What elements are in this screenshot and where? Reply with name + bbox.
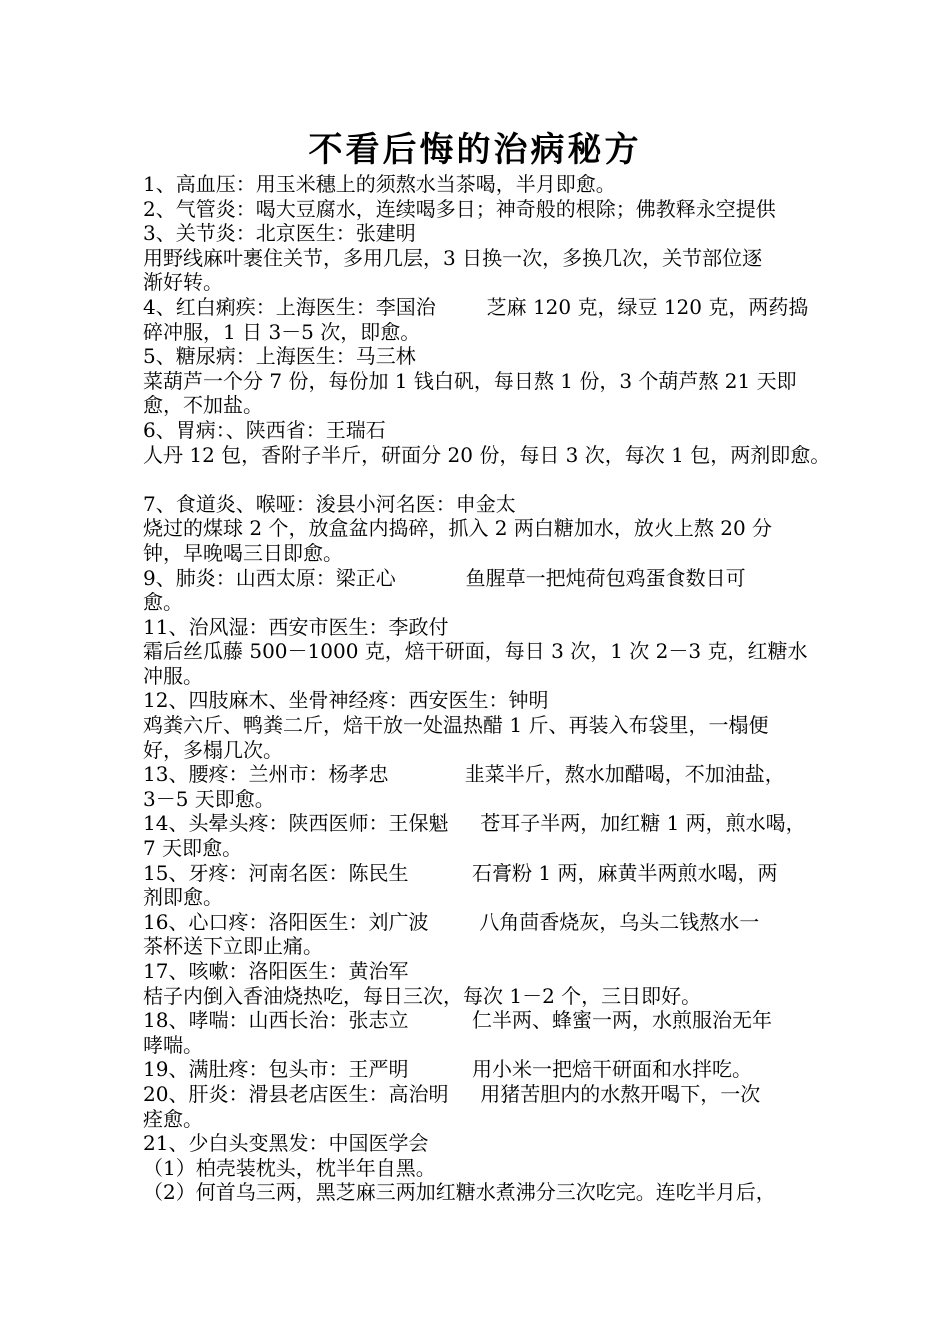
text-line: 21、少白头变黑发：中国医学会: [143, 1131, 429, 1156]
text-line: 用野线麻叶裹住关节，多用几层，3 日换一次，多换几次，关节部位逐: [143, 245, 763, 270]
document-body: [143, 172, 833, 1205]
text-line: 6、胃病：、陕西省：王瑞石: [143, 417, 386, 442]
text-line: 16、心口疼：洛阳医生：刘广波 八角茴香烧灰，乌头二钱熬水一: [143, 909, 760, 934]
text-line: （1）柏壳装枕头，枕半年自黑。: [143, 1155, 436, 1180]
text-line: 烧过的煤球 2 个，放盒盆内捣碎，抓入 2 两白糖加水，放火上熬 20 分: [143, 516, 773, 541]
text-line: 12、四肢麻木、坐骨神经疼：西安医生：钟明: [143, 688, 549, 713]
text-line: 痊愈。: [143, 1106, 203, 1131]
page-title: 不看后悔的治病秘方: [308, 130, 642, 170]
text-line: 2、气管炎：喝大豆腐水，连续喝多日；神奇般的根除；佛教释永空提供: [143, 196, 776, 221]
text-line: 1、高血压：用玉米穗上的须熬水当茶喝，半月即愈。: [143, 172, 616, 196]
text-line: 钟，早晚喝三日即愈。: [143, 540, 343, 565]
text-line: 7 天即愈。: [143, 836, 243, 861]
blank-line: [143, 467, 833, 492]
text-line: 18、哮喘：山西长治：张志立 仁半两、蜂蜜一两，水煎服治无年: [143, 1008, 773, 1033]
text-line: 哮喘。: [143, 1032, 203, 1057]
text-line: 碎冲服，1 日 3－5 次，即愈。: [143, 319, 421, 344]
text-line: 4、红白痢疾：上海医生：李国治 芝麻 120 克，绿豆 120 克，两药捣: [143, 294, 809, 319]
text-line: 渐好转。: [143, 270, 223, 295]
text-line: 9、肺炎：山西太原：梁正心 鱼腥草一把炖荷包鸡蛋食数日可: [143, 565, 746, 590]
text-line: 愈，不加盐。: [143, 393, 263, 418]
text-line: 人丹 12 包，香附子半斤，研面分 20 份，每日 3 次，每次 1 包，两剂即愈。: [143, 442, 831, 467]
text-line: 鸡粪六斤、鸭粪二斤，焙干放一处温热醋 1 斤、再装入布袋里，一榻便: [143, 713, 769, 738]
text-line: 3－5 天即愈。: [143, 786, 275, 811]
text-line: 茶杯送下立即止痛。: [143, 934, 323, 959]
text-line: 好，多榻几次。: [143, 737, 283, 762]
text-line: 14、头晕头疼：陕西医师：王保魁 苍耳子半两，加红糖 1 两，煎水喝，: [143, 811, 806, 836]
text-line: 11、治风湿：西安市医生：李政付: [143, 614, 449, 639]
text-line: 3、关节炎：北京医生：张建明: [143, 221, 416, 246]
text-line: 菜葫芦一个分 7 份，每份加 1 钱白矾，每日熬 1 份，3 个葫芦熬 21 天即: [143, 368, 797, 393]
text-line: 霜后丝瓜藤 500－1000 克，焙干研面，每日 3 次，1 次 2－3 克，红糖水: [143, 639, 808, 664]
text-line: 15、牙疼：河南名医：陈民生 石膏粉 1 两，麻黄半两煎水喝，两: [143, 860, 778, 885]
text-line: （2）何首乌三两，黑芝麻三两加红糖水煮沸分三次吃完。连吃半月后，: [143, 1180, 776, 1205]
text-line: 17、咳嗽：洛阳医生：黄治军: [143, 959, 409, 983]
text-line: 桔子内倒入香油烧热吃，每日三次，每次 1－2 个，三日即好。: [143, 983, 702, 1008]
text-line: 13、腰疼：兰州市：杨孝忠 韭菜半斤，熬水加醋喝，不加油盐，: [143, 762, 785, 787]
text-line: 愈。: [143, 590, 183, 615]
text-line: 剂即愈。: [143, 885, 223, 910]
text-line: 冲服。: [143, 663, 203, 688]
text-line: 5、糖尿病：上海医生：马三林: [143, 344, 416, 369]
text-line: 7、食道炎、喉哑：浚县小河名医：申金太: [143, 491, 516, 516]
text-line: 20、肝炎：滑县老店医生：高治明 用猪苦胆内的水熬开喝下，一次: [143, 1081, 761, 1106]
text-line: 19、满肚疼：包头市：王严明 用小米一把焙干研面和水拌吃。: [143, 1057, 753, 1082]
